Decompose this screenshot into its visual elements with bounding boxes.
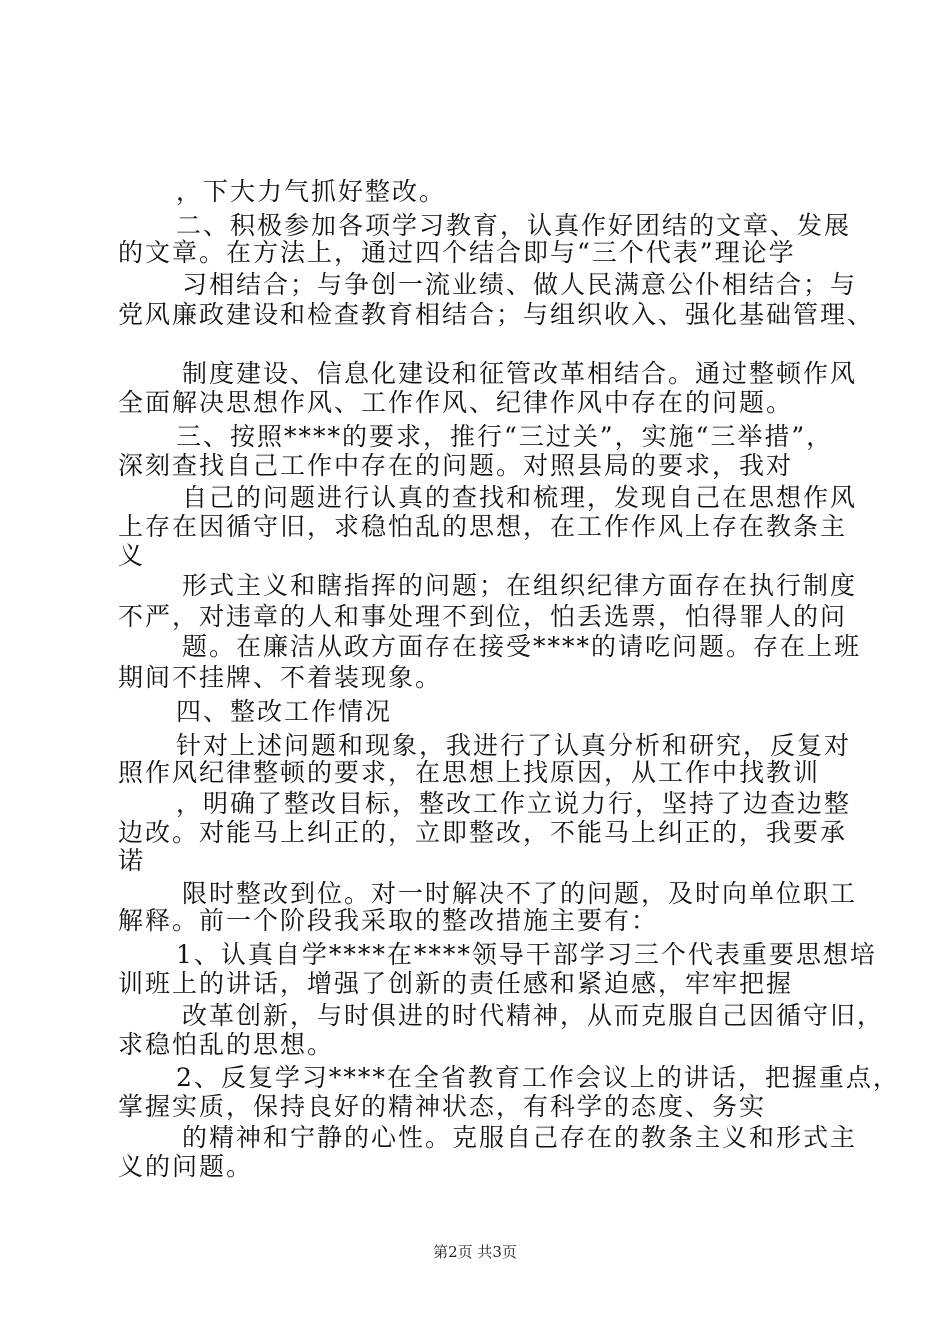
text-line: 训班上的讲话，增强了创新的责任感和紧迫感，牢牢把握	[118, 969, 794, 998]
text-line: 求稳怕乱的思想。	[118, 1030, 335, 1059]
text-line: 的文章。在方法上，通过四个结合即与“三个代表”理论学	[118, 238, 796, 267]
text-line: 诺	[118, 846, 146, 875]
text-line: 四、整改工作情况	[176, 697, 393, 726]
text-line: 义	[118, 541, 146, 570]
text-line: 全面解决思想作风、工作作风、纪律作风中存在的问题。	[118, 388, 794, 417]
text-line: 1、认真自学****在****领导干部学习三个代表重要思想培	[176, 940, 877, 969]
text-line: ，下大力气抓好整改。	[176, 177, 447, 206]
page-footer: 第2页 共3页	[433, 1243, 517, 1261]
text-line: 的精神和宁静的心性。克服自己存在的教条主义和形式主	[182, 1123, 858, 1152]
text-line: 制度建设、信息化建设和征管改革相结合。通过整顿作风	[182, 359, 858, 388]
text-line: 深刻查找自己工作中存在的问题。对照县局的要求，我对	[118, 451, 794, 480]
text-line: 限时整改到位。对一时解决不了的问题，及时向单位职工	[182, 879, 858, 908]
text-line: 上存在因循守旧，求稳怕乱的思想，在工作作风上存在教条主	[118, 512, 848, 541]
text-line: 三、按照****的要求，推行“三过关”，实施“三举措”，	[176, 422, 834, 451]
text-line: 解释。前一个阶段我采取的整改措施主要有：	[118, 906, 659, 935]
text-line: ，明确了整改目标，整改工作立说力行，坚持了边查边整	[176, 789, 852, 818]
text-line: 掌握实质，保持良好的精神状态，有科学的态度、务实	[118, 1092, 767, 1121]
text-line: 不严，对违章的人和事处理不到位，怕丢选票，怕得罪人的问	[118, 602, 848, 631]
text-line: 题。在廉洁从政方面存在接受****的请吃问题。存在上班	[182, 632, 862, 661]
text-line: 2、反复学习****在全省教育工作会议上的讲话，把握重点，	[176, 1063, 900, 1092]
text-line: 自己的问题进行认真的查找和梳理，发现自己在思想作风	[182, 483, 858, 512]
text-line: 习相结合；与争创一流业绩、做人民满意公仆相结合；与	[182, 270, 858, 299]
text-line: 形式主义和瞎指挥的问题；在组织纪律方面存在执行制度	[182, 571, 858, 600]
text-line: 边改。对能马上纠正的，立即整改，不能马上纠正的，我要承	[118, 818, 848, 847]
text-line: 期间不挂牌、不着装现象。	[118, 663, 443, 692]
text-line: 党风廉政建设和检查教育相结合；与组织收入、强化基础管理、	[118, 300, 875, 329]
text-line: 照作风纪律整顿的要求，在思想上找原因，从工作中找教训	[118, 758, 821, 787]
text-line: 二、积极参加各项学习教育，认真作好团结的文章、发展	[176, 211, 852, 240]
text-line: 改革创新，与时俱进的时代精神，从而克服自己因循守旧，	[182, 1001, 885, 1030]
text-line: 针对上述问题和现象，我进行了认真分析和研究，反复对	[176, 731, 852, 760]
text-line: 义的问题。	[118, 1152, 254, 1181]
